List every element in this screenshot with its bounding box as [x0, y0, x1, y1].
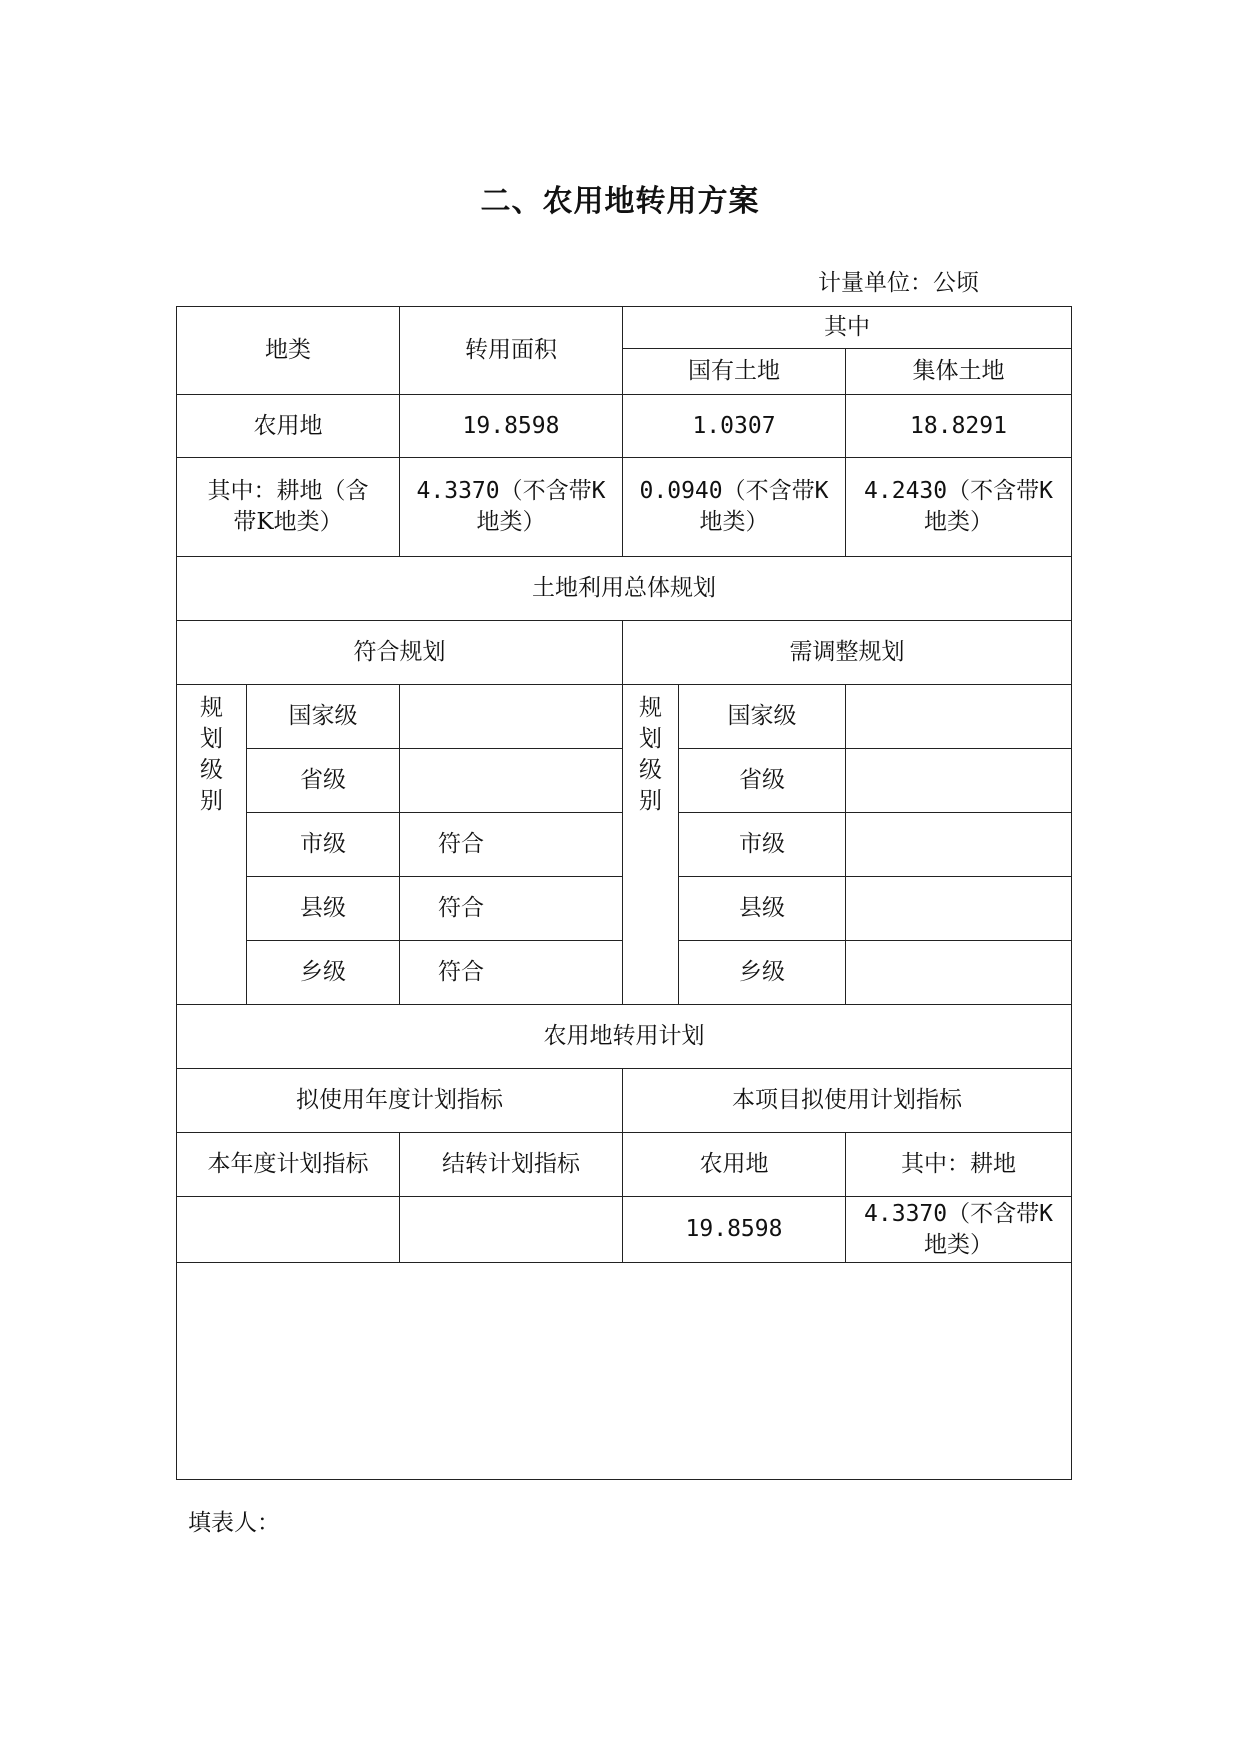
adjust-provincial-value — [846, 749, 1072, 813]
conform-township: 符合 — [400, 941, 623, 1005]
farmland-area: 19.8598 — [400, 395, 623, 458]
farmland-indicator-header: 农用地 — [623, 1133, 846, 1197]
arable-indicator-value: 4.3370（不含带K地类） — [846, 1197, 1072, 1263]
conform-plan-header: 符合规划 — [177, 621, 623, 685]
adjust-national-value — [846, 685, 1072, 749]
header-state-land: 国有土地 — [623, 349, 846, 395]
farmland-indicator-value: 19.8598 — [623, 1197, 846, 1263]
section-overall-plan: 土地利用总体规划 — [177, 557, 1072, 621]
conform-municipal: 符合 — [400, 813, 623, 877]
unit-label: 计量单位：公顷 — [818, 270, 979, 296]
farmland-collective: 18.8291 — [846, 395, 1072, 458]
adjust-plan-header: 需调整规划 — [623, 621, 1072, 685]
this-year-indicator-value — [177, 1197, 400, 1263]
plan-level-label-right — [623, 685, 679, 1005]
arable-indicator-header: 其中：耕地 — [846, 1133, 1072, 1197]
plan-level-text-right: 规划级别 — [639, 695, 662, 814]
adjust-municipal-value — [846, 813, 1072, 877]
arable-area: 4.3370（不含带K地类） — [400, 458, 623, 557]
remarks-area — [177, 1263, 1072, 1480]
form-filler-label: 填表人： — [188, 1510, 280, 1536]
conversion-plan-table — [176, 306, 1072, 1480]
carryover-indicator-value — [400, 1197, 623, 1263]
carryover-indicator-header: 结转计划指标 — [400, 1133, 623, 1197]
page-title: 二、农用地转用方案 — [480, 184, 760, 219]
conform-provincial — [400, 749, 623, 813]
adjust-county-value — [846, 877, 1072, 941]
adjust-level-municipal: 市级 — [679, 813, 846, 877]
plan-level-text-left: 规划级别 — [200, 695, 223, 814]
adjust-level-township: 乡级 — [679, 941, 846, 1005]
farmland-label: 农用地 — [177, 395, 400, 458]
level-municipal: 市级 — [247, 813, 400, 877]
adjust-level-national: 国家级 — [679, 685, 846, 749]
arable-label: 其中：耕地（含带K地类） — [177, 458, 400, 557]
adjust-level-county: 县级 — [679, 877, 846, 941]
project-indicator-header: 本项目拟使用计划指标 — [623, 1069, 1072, 1133]
plan-level-label-left — [177, 685, 247, 1005]
arable-collective: 4.2430（不含带K地类） — [846, 458, 1072, 557]
annual-indicator-header: 拟使用年度计划指标 — [177, 1069, 623, 1133]
conform-national — [400, 685, 623, 749]
header-collective-land: 集体土地 — [846, 349, 1072, 395]
level-national: 国家级 — [247, 685, 400, 749]
level-provincial: 省级 — [247, 749, 400, 813]
header-conversion-area: 转用面积 — [400, 307, 623, 395]
adjust-level-provincial: 省级 — [679, 749, 846, 813]
section-conversion-plan: 农用地转用计划 — [177, 1005, 1072, 1069]
level-township: 乡级 — [247, 941, 400, 1005]
farmland-state: 1.0307 — [623, 395, 846, 458]
this-year-indicator-header: 本年度计划指标 — [177, 1133, 400, 1197]
arable-state: 0.0940（不含带K地类） — [623, 458, 846, 557]
header-land-type: 地类 — [177, 307, 400, 395]
header-of-which: 其中 — [623, 307, 1072, 349]
adjust-township-value — [846, 941, 1072, 1005]
level-county: 县级 — [247, 877, 400, 941]
conform-county: 符合 — [400, 877, 623, 941]
